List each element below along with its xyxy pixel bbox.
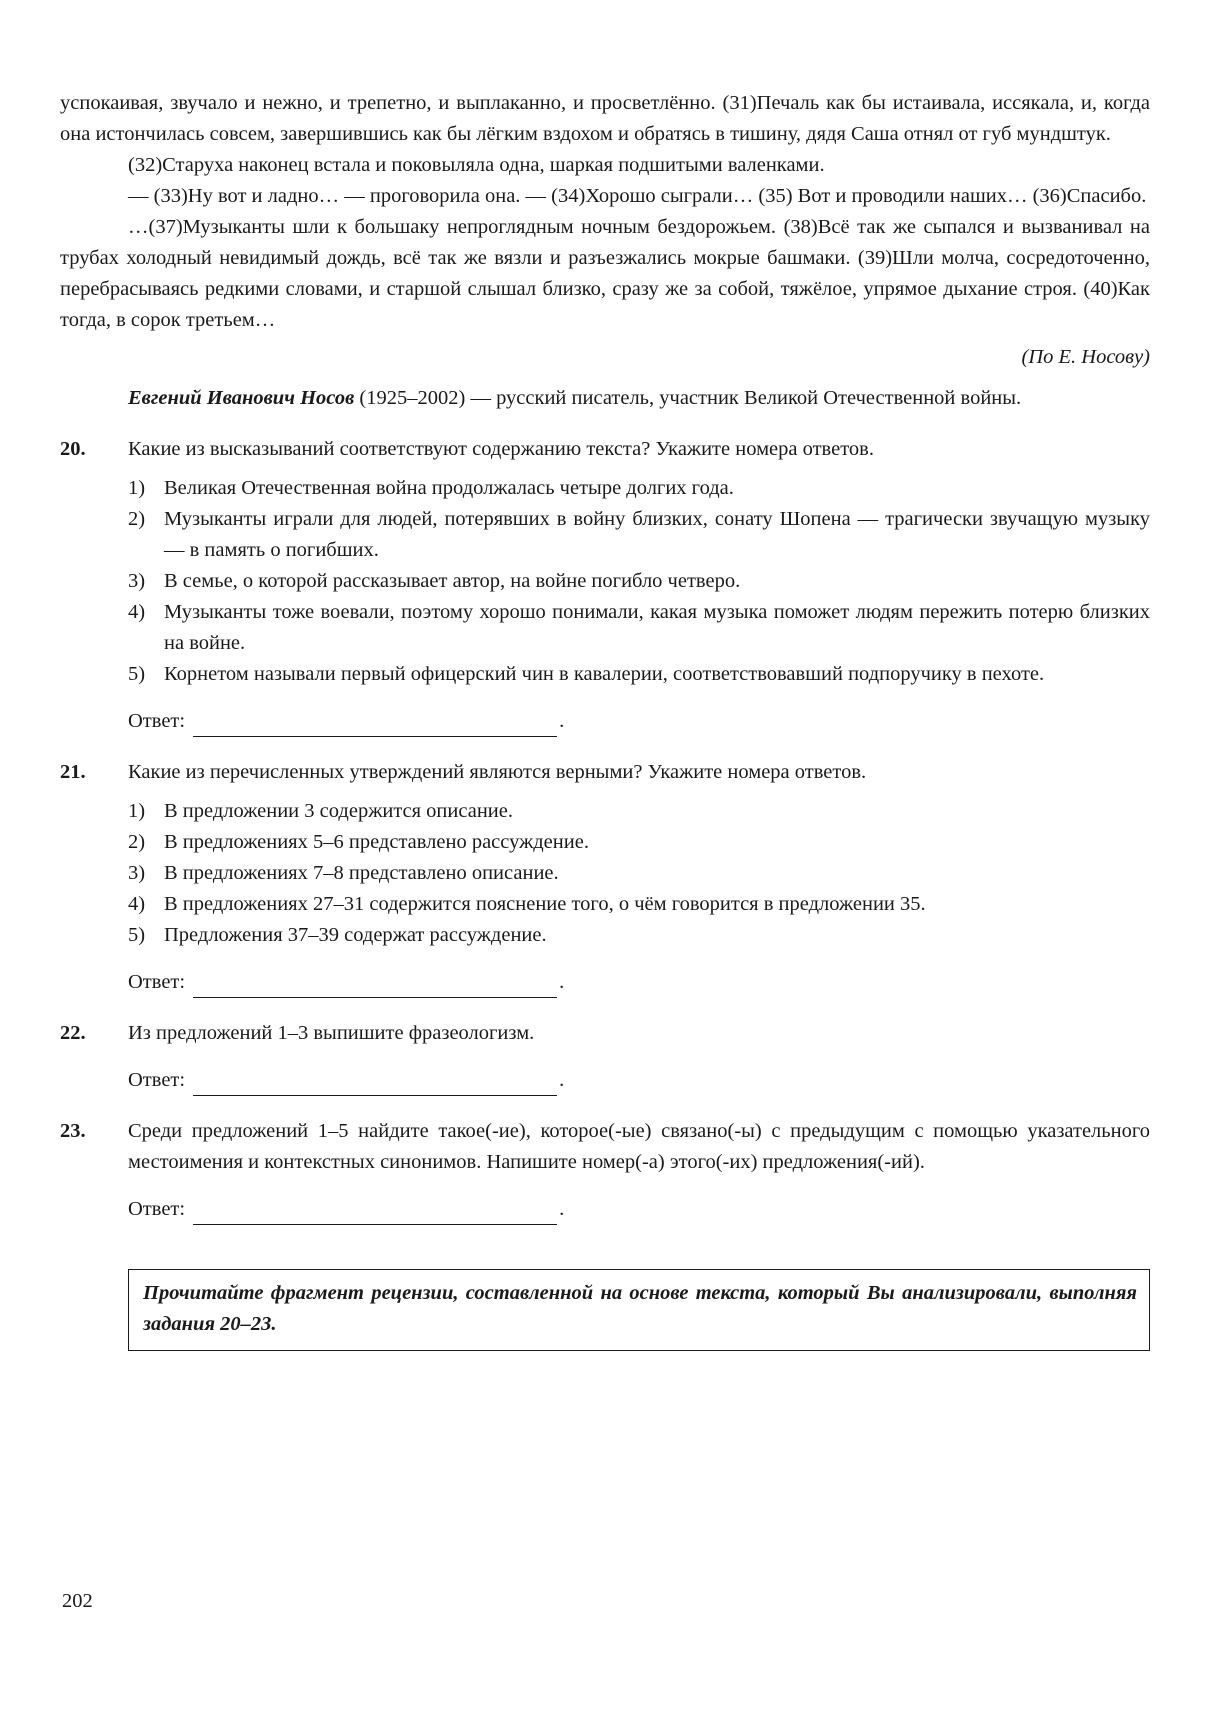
answer-label: Ответ: <box>128 1069 186 1091</box>
task-body <box>128 1116 1150 1225</box>
passage-paragraph: — (33)Ну вот и ладно… — проговорила она. — (34)Хорошо сыграли… (35) Вот и проводили наших… (36)Спасибо. <box>128 185 1147 207</box>
answer-label: Ответ: <box>128 971 186 993</box>
options-list <box>128 796 1150 951</box>
page-number: 202 <box>62 1590 93 1612</box>
option-text: В семье, о которой рассказывает автор, на войне погибло четверо. <box>164 570 741 592</box>
task-23 <box>60 1116 1150 1225</box>
answer-row <box>128 1194 1150 1225</box>
author-bio-text: (1925–2002) — русский писатель, участник Великой Отечественной войны. <box>354 387 1022 409</box>
option-item <box>128 597 1150 659</box>
option-number: 5) <box>128 663 146 685</box>
author-name: Евгений Иванович Носов <box>128 387 355 409</box>
option-text: В предложениях 27–31 содержится пояснение того, о чём говорится в предложении 35. <box>164 893 926 915</box>
passage-paragraph: …(37)Музыканты шли к большаку непроглядным ночным бездорожьем. (38)Всё так же сыпался и вызванивал на трубах холодный невидимый дождь, всё так же вязли и разъезжались мокрые башмаки. (39)Шли молча, сосредоточенно, перебрасываясь редкими словами, и старшой слышал близко, сразу же за собой, тяжёлое, упрямое дыхание строя. (40)Как тогда, в сорок третьем… <box>60 216 1150 331</box>
option-text: Корнетом называли первый офицерский чин в кавалерии, соответствовавший подпоручику в пехоте. <box>164 663 1045 685</box>
option-item <box>128 796 1150 827</box>
passage-paragraph: (32)Старуха наконец встала и поковыляла одна, шаркая подшитыми валенками. <box>128 154 825 176</box>
instruction-box: Прочитайте фрагмент рецензии, составленной на основе текста, который Вы анализировали, выполняя задания 20–23. <box>128 1269 1150 1351</box>
option-item <box>128 566 1150 597</box>
task-question: Какие из перечисленных утверждений являются верными? Укажите номера ответов. <box>128 761 867 783</box>
passage-paragraph: успокаивая, звучало и нежно, и трепетно, и выплаканно, и просветлённо. (31)Печаль как бы истаивала, иссякала, и, когда она истончилась совсем, завершившись как бы лёгким вздохом и обратясь в тишину, дядя Саша отнял от губ мундштук. <box>60 92 1150 145</box>
task-20 <box>60 434 1150 737</box>
option-item <box>128 920 1150 951</box>
option-item <box>128 858 1150 889</box>
page-content <box>60 88 1150 1351</box>
passage <box>60 88 1150 373</box>
option-item <box>128 659 1150 690</box>
author-bio <box>60 383 1150 414</box>
task-question: Какие из высказываний соответствуют содержанию текста? Укажите номера ответов. <box>128 438 874 460</box>
option-text: Музыканты играли для людей, потерявших в войну близких, сонату Шопена — трагически звучащую музыку — в память о погибших. <box>164 508 1150 561</box>
option-number: 3) <box>128 862 146 884</box>
task-number: 20. <box>60 438 86 460</box>
answer-label: Ответ: <box>128 710 186 732</box>
option-item <box>128 827 1150 858</box>
task-number: 22. <box>60 1022 86 1044</box>
option-number: 3) <box>128 570 146 592</box>
option-number: 4) <box>128 893 146 915</box>
answer-dot: . <box>559 971 565 993</box>
answer-label: Ответ: <box>128 1198 186 1220</box>
option-text: В предложении 3 содержится описание. <box>164 800 513 822</box>
option-item <box>128 889 1150 920</box>
answer-field[interactable] <box>193 1073 557 1096</box>
option-text: Великая Отечественная война продолжалась четыре долгих года. <box>164 477 734 499</box>
answer-field[interactable] <box>193 714 557 737</box>
answer-dot: . <box>559 1198 565 1220</box>
option-item <box>128 473 1150 504</box>
task-question: Среди предложений 1–5 найдите такое(-ие), которое(-ые) связано(-ы) с предыдущим с помощью указательного местоимения и контекстных синонимов. Напишите номер(-а) этого(-их) предложения(-ий). <box>128 1120 1150 1173</box>
task-body <box>128 434 1150 737</box>
task-21 <box>60 757 1150 998</box>
option-number: 2) <box>128 508 146 530</box>
answer-row <box>128 967 1150 998</box>
answer-field[interactable] <box>193 975 557 998</box>
option-number: 5) <box>128 924 146 946</box>
option-number: 1) <box>128 477 146 499</box>
passage-attribution: (По Е. Носову) <box>1021 346 1150 368</box>
answer-field[interactable] <box>193 1202 557 1225</box>
answer-row <box>128 706 1150 737</box>
task-body <box>128 757 1150 998</box>
task-number: 21. <box>60 761 86 783</box>
task-body <box>128 1018 1150 1096</box>
answer-dot: . <box>559 1069 565 1091</box>
option-text: В предложениях 7–8 представлено описание. <box>164 862 559 884</box>
option-number: 4) <box>128 601 146 623</box>
task-number: 23. <box>60 1120 86 1142</box>
task-question: Из предложений 1–3 выпишите фразеологизм. <box>128 1022 535 1044</box>
task-22 <box>60 1018 1150 1096</box>
answer-dot: . <box>559 710 565 732</box>
options-list <box>128 473 1150 690</box>
option-item <box>128 504 1150 566</box>
option-text: Музыканты тоже воевали, поэтому хорошо понимали, какая музыка поможет людям пережить потерю близких на войне. <box>164 601 1150 654</box>
option-text: Предложения 37–39 содержат рассуждение. <box>164 924 547 946</box>
answer-row <box>128 1065 1150 1096</box>
option-number: 2) <box>128 831 146 853</box>
option-number: 1) <box>128 800 146 822</box>
option-text: В предложениях 5–6 представлено рассуждение. <box>164 831 589 853</box>
